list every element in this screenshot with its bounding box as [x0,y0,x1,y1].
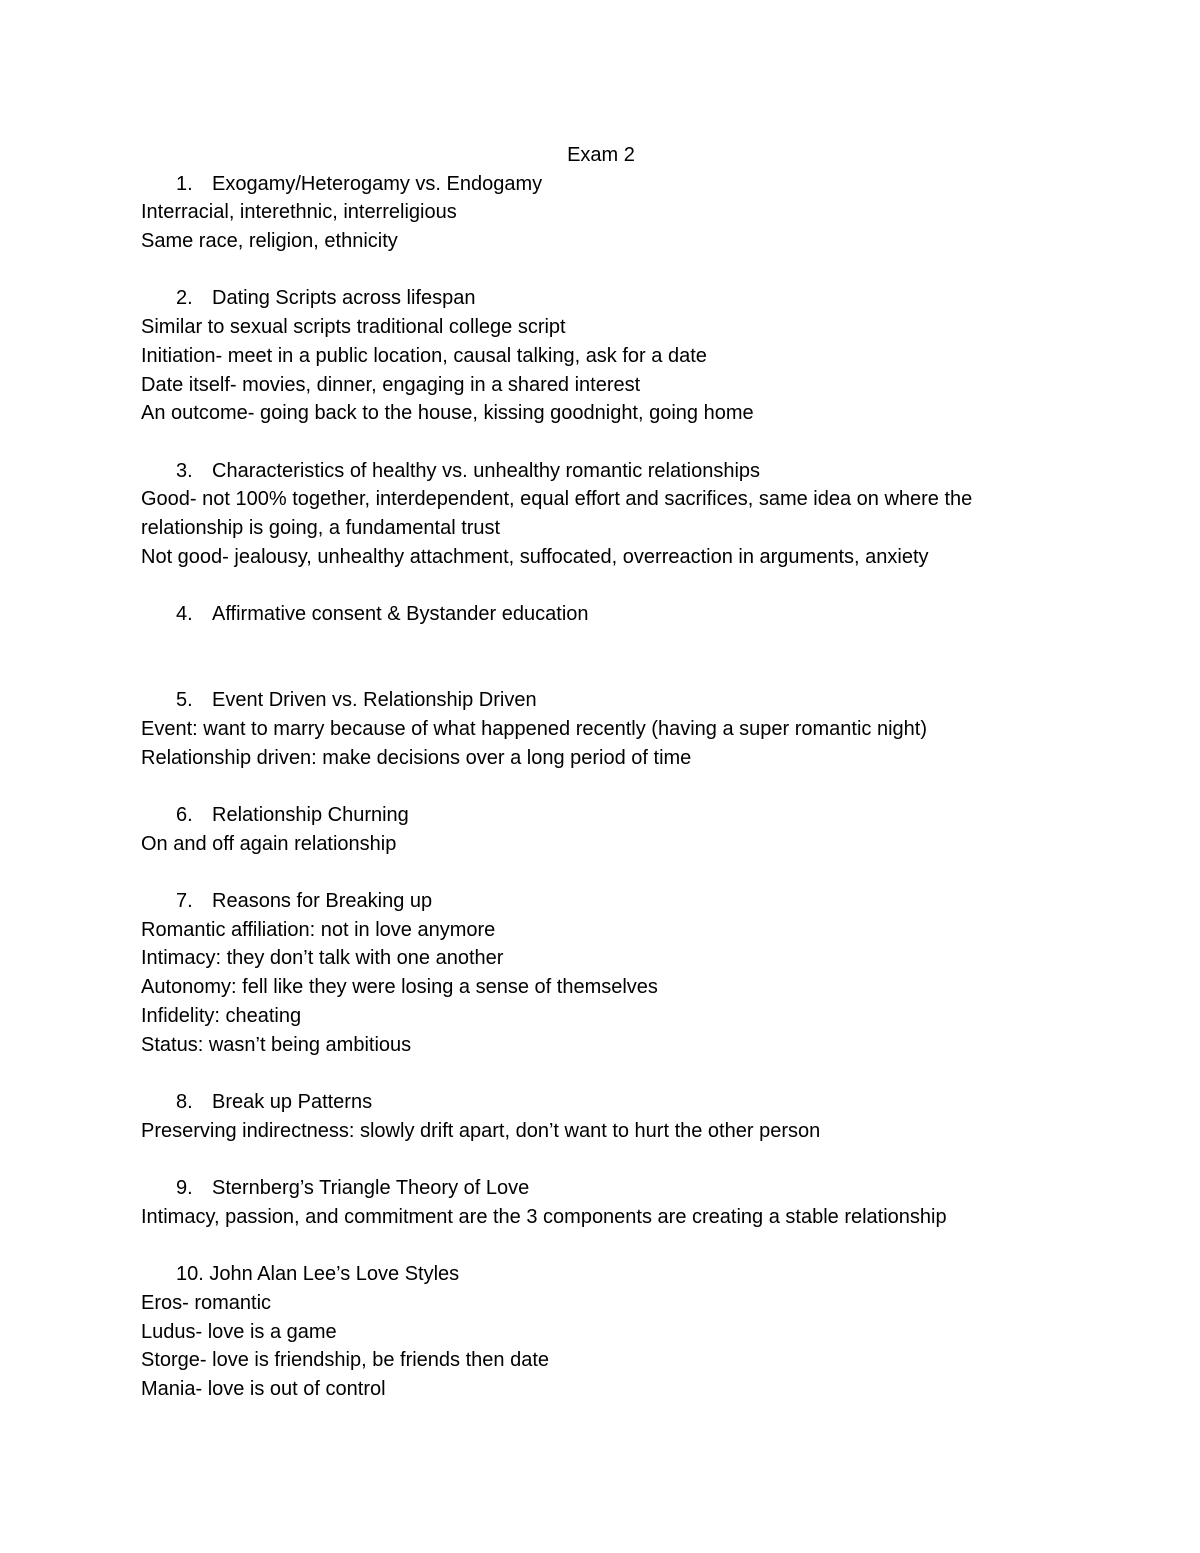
section-heading [141,887,1061,916]
note-line: Event: want to marry because of what happened recently (having a super romantic night) [141,717,927,740]
section-heading [141,284,1061,313]
note-line: Initiation- meet in a public location, causal talking, ask for a date [141,344,707,367]
section-number: 3. [176,459,193,482]
note-line: Intimacy: they don’t talk with one another [141,947,504,970]
section-heading [141,801,1061,830]
section-9 [141,1174,1061,1231]
note-line: Interracial, interethnic, interreligious [141,201,457,224]
section-number: 6. [176,803,193,826]
section-6 [141,801,1061,858]
note-line: Romantic affiliation: not in love anymore [141,918,496,941]
section-heading-text: John Alan Lee’s Love Styles [209,1263,460,1286]
section-heading [141,1088,1061,1117]
section-number: 2. [176,287,193,310]
note-line: Date itself- movies, dinner, engaging in a shared interest [141,373,641,396]
section-number: 5. [176,689,193,712]
page-title: Exam 2 [567,144,635,166]
section-7 [141,887,1061,1059]
note-line: Autonomy: fell like they were losing a sense of themselves [141,976,658,999]
section-8 [141,1088,1061,1145]
note-line: Eros- romantic [141,1291,272,1314]
section-heading-text: Exogamy/Heterogamy vs. Endogamy [212,172,543,195]
note-line: Storge- love is friendship, be friends then date [141,1349,550,1372]
section-heading-text: Break up Patterns [212,1090,373,1113]
section-number: 10. [176,1263,210,1286]
section-4 [141,600,1061,629]
note-line: Ludus- love is a game [141,1320,337,1343]
note-line: Status: wasn’t being ambitious [141,1033,412,1056]
section-number: 1. [176,172,193,195]
note-line: Not good- jealousy, unhealthy attachment, suffocated, overreaction in arguments, anxiety [141,545,929,568]
section-heading-text: Reasons for Breaking up [212,890,433,913]
section-3 [141,457,1061,572]
document-body [141,141,1061,1404]
note-line: Relationship driven: make decisions over a long period of time [141,746,692,769]
section-number: 9. [176,1177,193,1200]
note-line: An outcome- going back to the house, kissing goodnight, going home [141,402,754,425]
note-line: On and off again relationship [141,832,397,855]
section-2 [141,284,1061,428]
section-heading-text: Dating Scripts across lifespan [212,287,476,310]
note-line: Same race, religion, ethnicity [141,230,398,253]
note-line: Similar to sexual scripts traditional college script [141,316,566,339]
note-line: Good- not 100% together, interdependent, equal effort and sacrifices, same idea on where the relationship is going, a fundamental trust [141,488,973,540]
section-heading-text: Affirmative consent & Bystander education [212,603,589,626]
section-number: 4. [176,603,193,626]
section-heading [141,170,1061,199]
section-10 [141,1260,1061,1404]
note-line: Intimacy, passion, and commitment are the 3 components are creating a stable relationship [141,1205,947,1228]
section-heading-text: Characteristics of healthy vs. unhealthy romantic relationships [212,459,761,482]
note-line: Infidelity: cheating [141,1004,302,1027]
note-line: Preserving indirectness: slowly drift apart, don’t want to hurt the other person [141,1119,821,1142]
section-heading [141,686,1061,715]
note-line: Mania- love is out of control [141,1377,386,1400]
section-heading [141,1260,1061,1289]
section-number: 7. [176,890,193,913]
section-heading-text: Sternberg’s Triangle Theory of Love [212,1177,530,1200]
section-number: 8. [176,1090,193,1113]
section-heading [141,1174,1061,1203]
section-1 [141,170,1061,256]
section-heading [141,600,1061,629]
section-heading-text: Relationship Churning [212,803,409,826]
section-5 [141,686,1061,772]
section-heading [141,457,1061,486]
section-heading-text: Event Driven vs. Relationship Driven [212,689,537,712]
